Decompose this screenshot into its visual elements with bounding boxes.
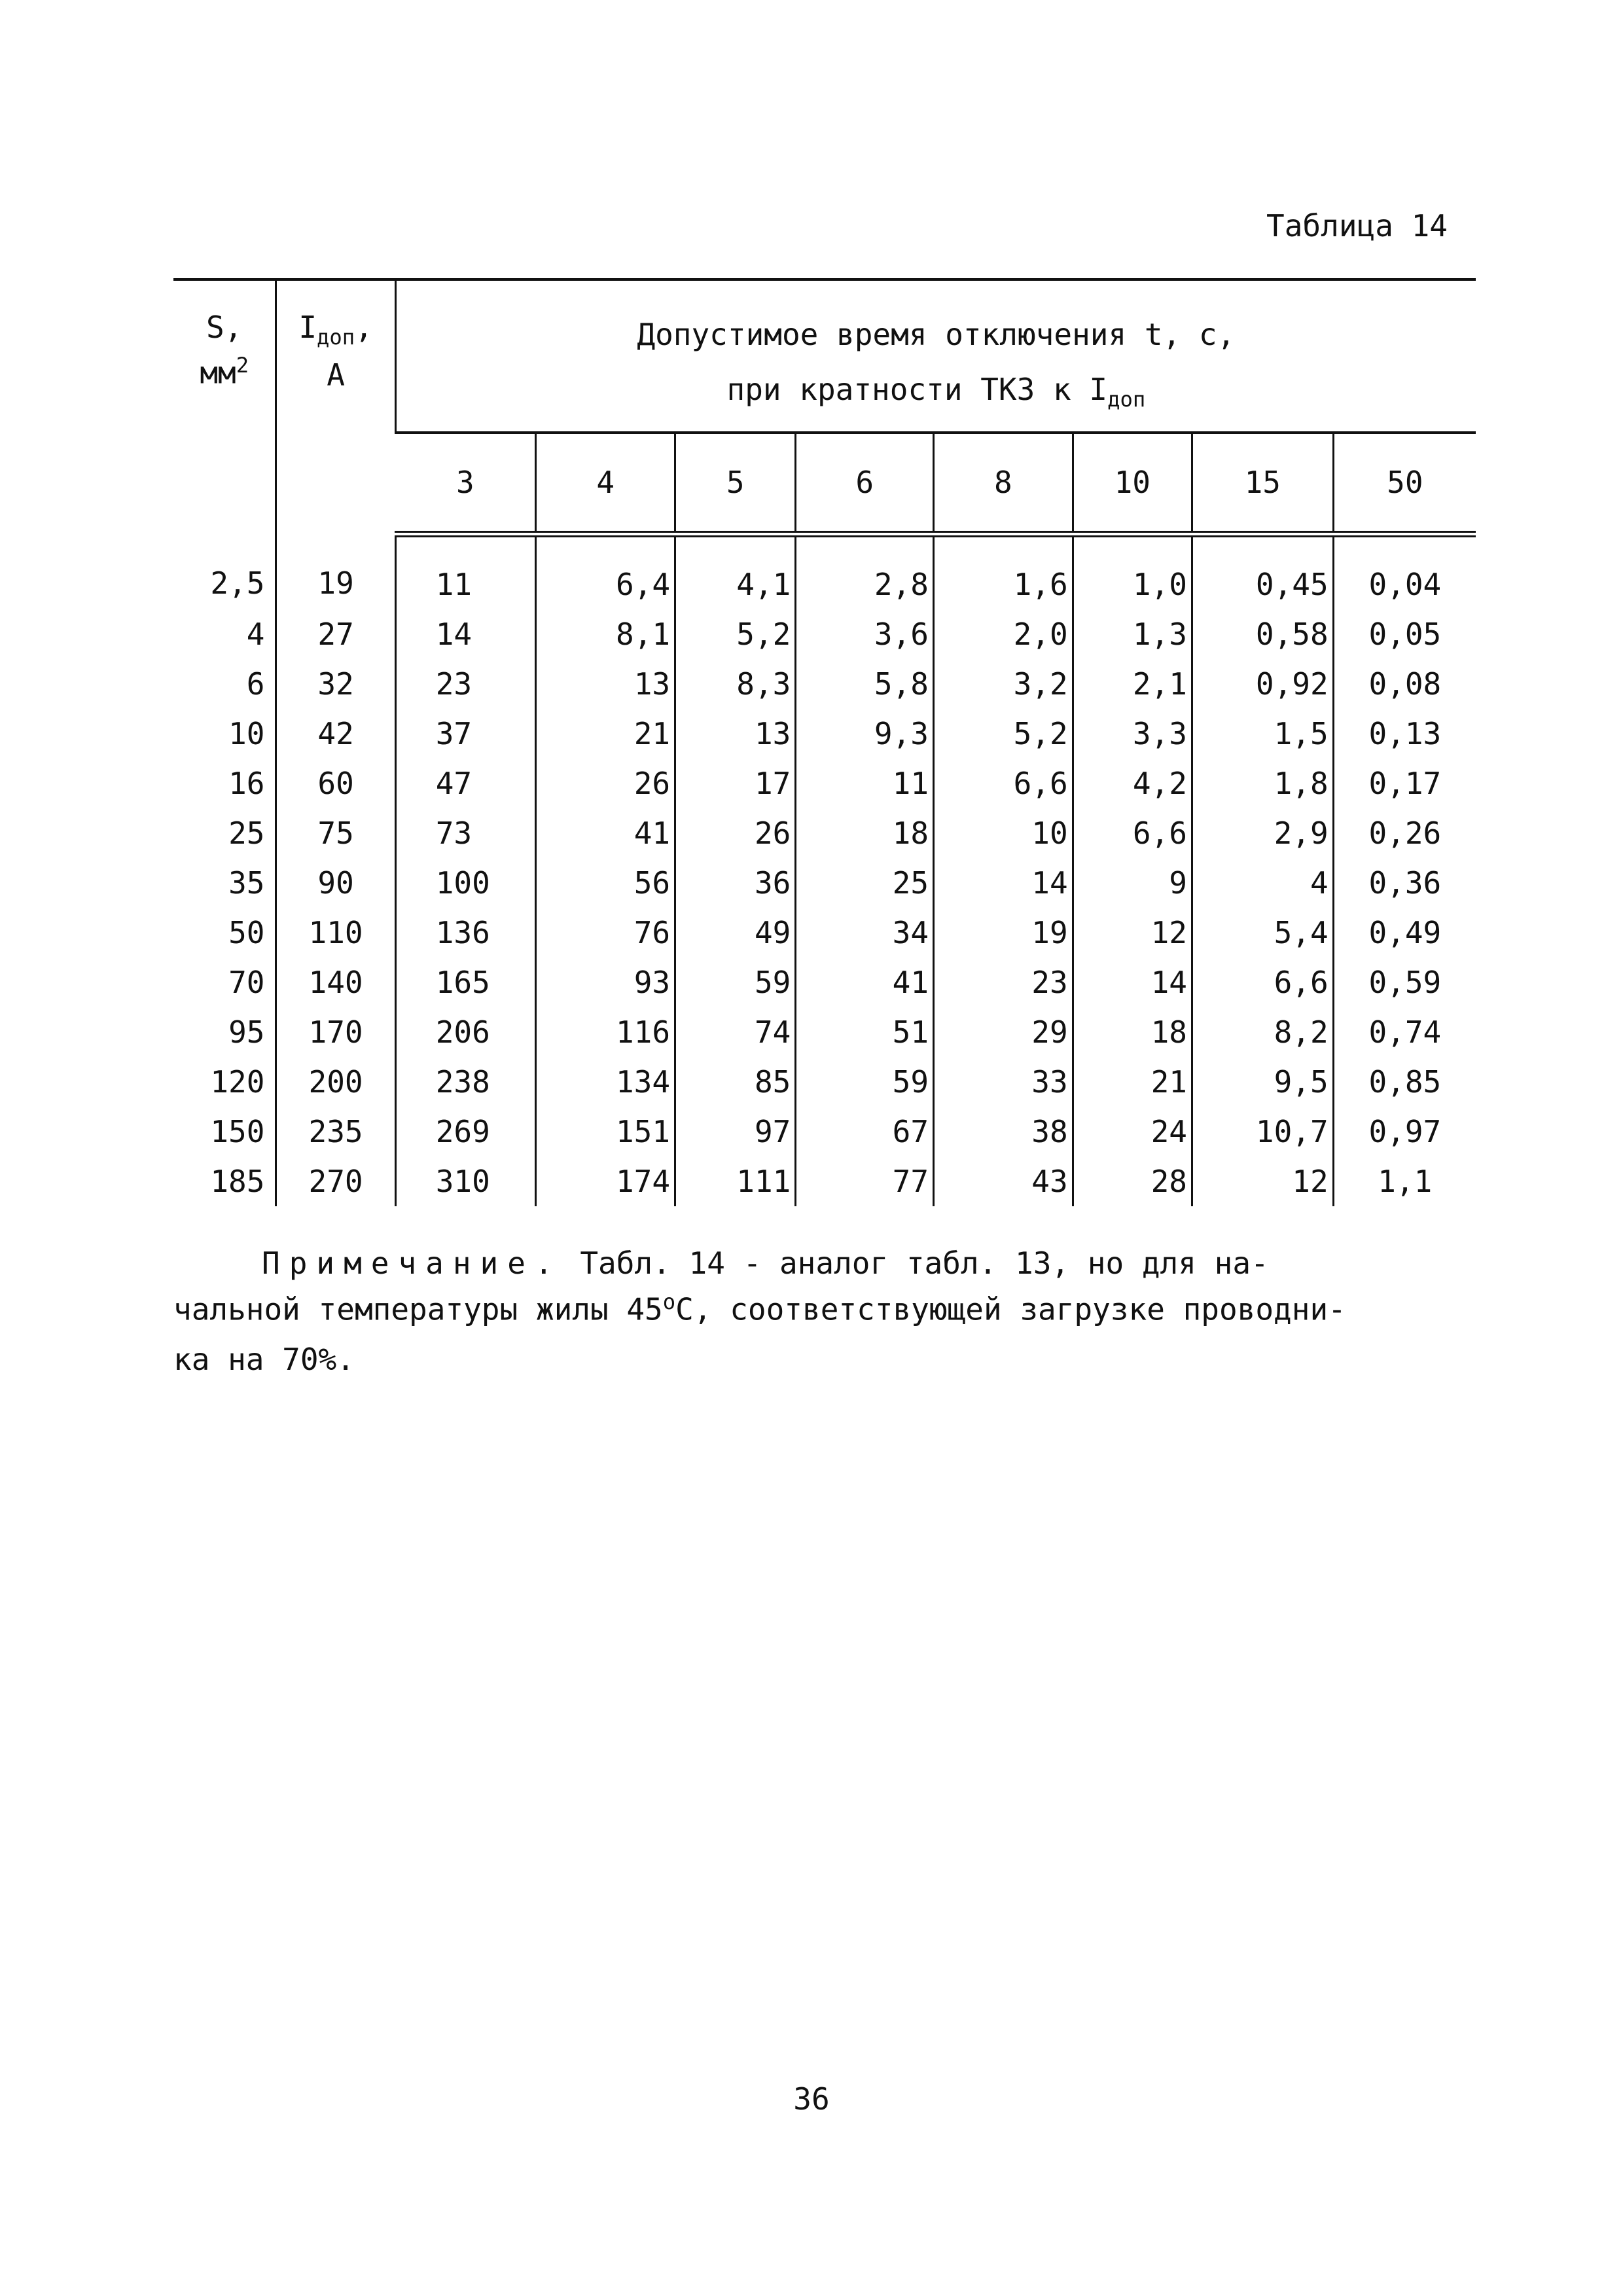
- cell-allowed-current: 200: [276, 1057, 395, 1107]
- cell-t-ratio-4: 93: [536, 958, 675, 1007]
- cell-t-ratio-10: 9: [1073, 858, 1192, 908]
- cell-t-ratio-3: 47: [395, 759, 536, 808]
- cell-t-ratio-10: 28: [1073, 1157, 1192, 1206]
- cell-t-ratio-50: 0,74: [1333, 1007, 1476, 1057]
- cell-t-ratio-6: 67: [796, 1107, 934, 1157]
- cell-t-ratio-50: 0,26: [1333, 808, 1476, 858]
- header-group-line1: Допустимое время отключения t, с,: [637, 317, 1236, 352]
- cell-t-ratio-10: 14: [1073, 958, 1192, 1007]
- cell-t-ratio-5: 17: [675, 759, 796, 808]
- cell-t-ratio-8: 19: [934, 908, 1073, 958]
- cell-allowed-current: 170: [276, 1007, 395, 1057]
- cell-t-ratio-8: 6,6: [934, 759, 1073, 808]
- cell-t-ratio-50: 0,04: [1333, 534, 1476, 609]
- cell-t-ratio-6: 41: [796, 958, 934, 1007]
- cell-cross-section: 70: [228, 965, 265, 1000]
- data-table-wrap: [173, 278, 1476, 1206]
- cell-t-ratio-4: 76: [536, 908, 675, 958]
- header-ratio-6: 6: [796, 433, 934, 534]
- cell-allowed-current: 110: [276, 908, 395, 958]
- cell-t-ratio-3: 310: [395, 1157, 536, 1206]
- note-degree: о: [662, 1289, 676, 1314]
- cell-t-ratio-10: 1,0: [1073, 534, 1192, 609]
- cell-t-ratio-15: 8,2: [1192, 1007, 1333, 1057]
- cell-t-ratio-8: 1,6: [934, 534, 1073, 609]
- cell-t-ratio-50: 0,36: [1333, 858, 1476, 908]
- cell-t-ratio-4: 56: [536, 858, 675, 908]
- table-row: [173, 808, 1476, 858]
- cell-cross-section: 6: [246, 666, 265, 702]
- table-row: [173, 534, 1476, 609]
- cell-t-ratio-15: 1,5: [1192, 709, 1333, 759]
- cell-t-ratio-8: 14: [934, 858, 1073, 908]
- header-ratio-15: 15: [1192, 433, 1333, 534]
- cell-t-ratio-10: 18: [1073, 1007, 1192, 1057]
- cell-allowed-current: 60: [276, 759, 395, 808]
- header-allowed-current: [276, 279, 395, 534]
- cell-t-ratio-5: 111: [675, 1157, 796, 1206]
- cell-t-ratio-8: 2,0: [934, 609, 1073, 659]
- cell-t-ratio-10: 2,1: [1073, 659, 1192, 709]
- cell-t-ratio-3: 269: [395, 1107, 536, 1157]
- cell-cross-section: 95: [228, 1014, 265, 1050]
- cell-t-ratio-8: 10: [934, 808, 1073, 858]
- cell-t-ratio-5: 8,3: [675, 659, 796, 709]
- cell-cross-section: 4: [246, 617, 265, 652]
- cell-t-ratio-6: 34: [796, 908, 934, 958]
- cell-t-ratio-15: 1,8: [1192, 759, 1333, 808]
- table-row: [173, 609, 1476, 659]
- cell-t-ratio-8: 43: [934, 1157, 1073, 1206]
- cell-t-ratio-6: 3,6: [796, 609, 934, 659]
- cell-cross-section: 50: [228, 915, 265, 950]
- cell-t-ratio-10: 21: [1073, 1057, 1192, 1107]
- cell-allowed-current: 140: [276, 958, 395, 1007]
- table-row: [173, 908, 1476, 958]
- cell-allowed-current: 270: [276, 1157, 395, 1206]
- cell-t-ratio-10: 1,3: [1073, 609, 1192, 659]
- cell-t-ratio-15: 0,45: [1192, 534, 1333, 609]
- cell-t-ratio-3: 11: [395, 534, 536, 609]
- cell-allowed-current: 90: [276, 858, 395, 908]
- cell-cross-section: 150: [210, 1114, 265, 1149]
- header-ratio-8: 8: [934, 433, 1073, 534]
- header-group-line2: при кратности ТКЗ к I: [726, 372, 1108, 407]
- cell-t-ratio-5: 4,1: [675, 534, 796, 609]
- cell-t-ratio-3: 136: [395, 908, 536, 958]
- cell-t-ratio-50: 0,59: [1333, 958, 1476, 1007]
- header-cross-section: [173, 279, 276, 534]
- table-row: [173, 759, 1476, 808]
- header-ratio-50: 50: [1333, 433, 1476, 534]
- cell-allowed-current: 75: [276, 808, 395, 858]
- cell-t-ratio-6: 59: [796, 1057, 934, 1107]
- table-row: [173, 1157, 1476, 1206]
- cell-t-ratio-6: 11: [796, 759, 934, 808]
- cell-t-ratio-6: 5,8: [796, 659, 934, 709]
- note-line3: ка на 70%.: [173, 1342, 355, 1377]
- cell-t-ratio-10: 6,6: [1073, 808, 1192, 858]
- cell-t-ratio-15: 0,58: [1192, 609, 1333, 659]
- cell-t-ratio-15: 10,7: [1192, 1107, 1333, 1157]
- cell-t-ratio-3: 100: [395, 858, 536, 908]
- cell-t-ratio-5: 85: [675, 1057, 796, 1107]
- cell-t-ratio-15: 5,4: [1192, 908, 1333, 958]
- header-ratio-5: 5: [675, 433, 796, 534]
- cell-t-ratio-6: 77: [796, 1157, 934, 1206]
- header-s-label: S,: [206, 310, 243, 345]
- cell-t-ratio-3: 238: [395, 1057, 536, 1107]
- cell-t-ratio-50: 1,1: [1333, 1157, 1476, 1206]
- cell-allowed-current: 235: [276, 1107, 395, 1157]
- cell-allowed-current: 32: [276, 659, 395, 709]
- cell-cross-section: 25: [228, 816, 265, 851]
- note-line2-b: С, соответствующей загрузке проводни-: [675, 1291, 1346, 1327]
- cell-t-ratio-3: 37: [395, 709, 536, 759]
- cell-t-ratio-4: 116: [536, 1007, 675, 1057]
- cell-t-ratio-3: 73: [395, 808, 536, 858]
- table-caption: Таблица 14: [1266, 208, 1448, 243]
- cell-cross-section: 2,5: [210, 565, 265, 601]
- table-row: [173, 858, 1476, 908]
- cell-t-ratio-5: 26: [675, 808, 796, 858]
- header-ratio-4: 4: [536, 433, 675, 534]
- cell-t-ratio-4: 134: [536, 1057, 675, 1107]
- header-idop-symbol: I: [298, 310, 317, 345]
- cell-t-ratio-50: 0,13: [1333, 709, 1476, 759]
- cell-t-ratio-4: 8,1: [536, 609, 675, 659]
- cell-t-ratio-4: 41: [536, 808, 675, 858]
- cell-cross-section: 35: [228, 865, 265, 901]
- cell-t-ratio-4: 26: [536, 759, 675, 808]
- cell-t-ratio-4: 174: [536, 1157, 675, 1206]
- note-label: Примечание.: [262, 1246, 562, 1281]
- cell-t-ratio-8: 3,2: [934, 659, 1073, 709]
- cell-t-ratio-6: 51: [796, 1007, 934, 1057]
- cell-t-ratio-8: 33: [934, 1057, 1073, 1107]
- cell-t-ratio-4: 21: [536, 709, 675, 759]
- note-line2: [173, 1289, 1476, 1327]
- table-row: [173, 1057, 1476, 1107]
- cell-t-ratio-50: 0,97: [1333, 1107, 1476, 1157]
- cell-t-ratio-5: 5,2: [675, 609, 796, 659]
- cell-t-ratio-15: 2,9: [1192, 808, 1333, 858]
- cell-t-ratio-5: 97: [675, 1107, 796, 1157]
- cell-t-ratio-50: 0,08: [1333, 659, 1476, 709]
- cell-t-ratio-6: 9,3: [796, 709, 934, 759]
- table-row: [173, 709, 1476, 759]
- cell-cross-section: 120: [210, 1064, 265, 1100]
- cell-t-ratio-8: 5,2: [934, 709, 1073, 759]
- cell-t-ratio-4: 151: [536, 1107, 675, 1157]
- table-row: [173, 1007, 1476, 1057]
- cell-t-ratio-10: 3,3: [1073, 709, 1192, 759]
- header-group-line2-sub: доп: [1107, 387, 1146, 412]
- header-s-exp: 2: [236, 353, 249, 378]
- cell-cross-section: 10: [228, 716, 265, 751]
- cell-allowed-current: 42: [276, 709, 395, 759]
- table-row: [173, 1107, 1476, 1157]
- cell-t-ratio-8: 23: [934, 958, 1073, 1007]
- cell-cross-section: 185: [210, 1164, 265, 1199]
- cell-t-ratio-4: 13: [536, 659, 675, 709]
- cell-t-ratio-50: 0,17: [1333, 759, 1476, 808]
- cell-t-ratio-50: 0,05: [1333, 609, 1476, 659]
- cell-t-ratio-15: 12: [1192, 1157, 1333, 1206]
- cell-t-ratio-10: 12: [1073, 908, 1192, 958]
- table-row: [173, 958, 1476, 1007]
- header-idop-sub: доп: [317, 325, 355, 350]
- cell-t-ratio-10: 4,2: [1073, 759, 1192, 808]
- cell-t-ratio-6: 18: [796, 808, 934, 858]
- cell-t-ratio-4: 6,4: [536, 534, 675, 609]
- cell-t-ratio-3: 14: [395, 609, 536, 659]
- header-disconnect-time-group: [395, 279, 1476, 433]
- cell-t-ratio-50: 0,49: [1333, 908, 1476, 958]
- cell-t-ratio-50: 0,85: [1333, 1057, 1476, 1107]
- cell-t-ratio-8: 38: [934, 1107, 1073, 1157]
- cell-t-ratio-3: 165: [395, 958, 536, 1007]
- page-number: 36: [793, 2081, 830, 2117]
- header-idop-unit: А: [327, 357, 345, 393]
- header-ratio-10: 10: [1073, 433, 1192, 534]
- cell-t-ratio-6: 25: [796, 858, 934, 908]
- cell-t-ratio-15: 9,5: [1192, 1057, 1333, 1107]
- cell-t-ratio-10: 24: [1073, 1107, 1192, 1157]
- cell-allowed-current: 19: [276, 534, 395, 609]
- cell-t-ratio-5: 36: [675, 858, 796, 908]
- cell-t-ratio-3: 206: [395, 1007, 536, 1057]
- note-line1: [262, 1237, 1472, 1289]
- data-table: [173, 278, 1476, 1206]
- table-row: [173, 659, 1476, 709]
- table-body: [173, 534, 1476, 1206]
- cell-cross-section: 16: [228, 766, 265, 801]
- note-line2-a: чальной температуры жилы 45: [173, 1291, 663, 1327]
- note-line1-text: Табл. 14 - аналог табл. 13, но для на-: [562, 1246, 1269, 1281]
- cell-t-ratio-5: 74: [675, 1007, 796, 1057]
- cell-t-ratio-3: 23: [395, 659, 536, 709]
- cell-t-ratio-15: 6,6: [1192, 958, 1333, 1007]
- header-ratio-3: 3: [395, 433, 536, 534]
- cell-t-ratio-5: 49: [675, 908, 796, 958]
- cell-t-ratio-5: 13: [675, 709, 796, 759]
- cell-t-ratio-5: 59: [675, 958, 796, 1007]
- cell-allowed-current: 27: [276, 609, 395, 659]
- cell-t-ratio-6: 2,8: [796, 534, 934, 609]
- header-s-unit: мм: [200, 355, 236, 391]
- cell-t-ratio-15: 0,92: [1192, 659, 1333, 709]
- cell-t-ratio-8: 29: [934, 1007, 1073, 1057]
- header-idop-comma: ,: [355, 310, 373, 345]
- cell-t-ratio-15: 4: [1192, 858, 1333, 908]
